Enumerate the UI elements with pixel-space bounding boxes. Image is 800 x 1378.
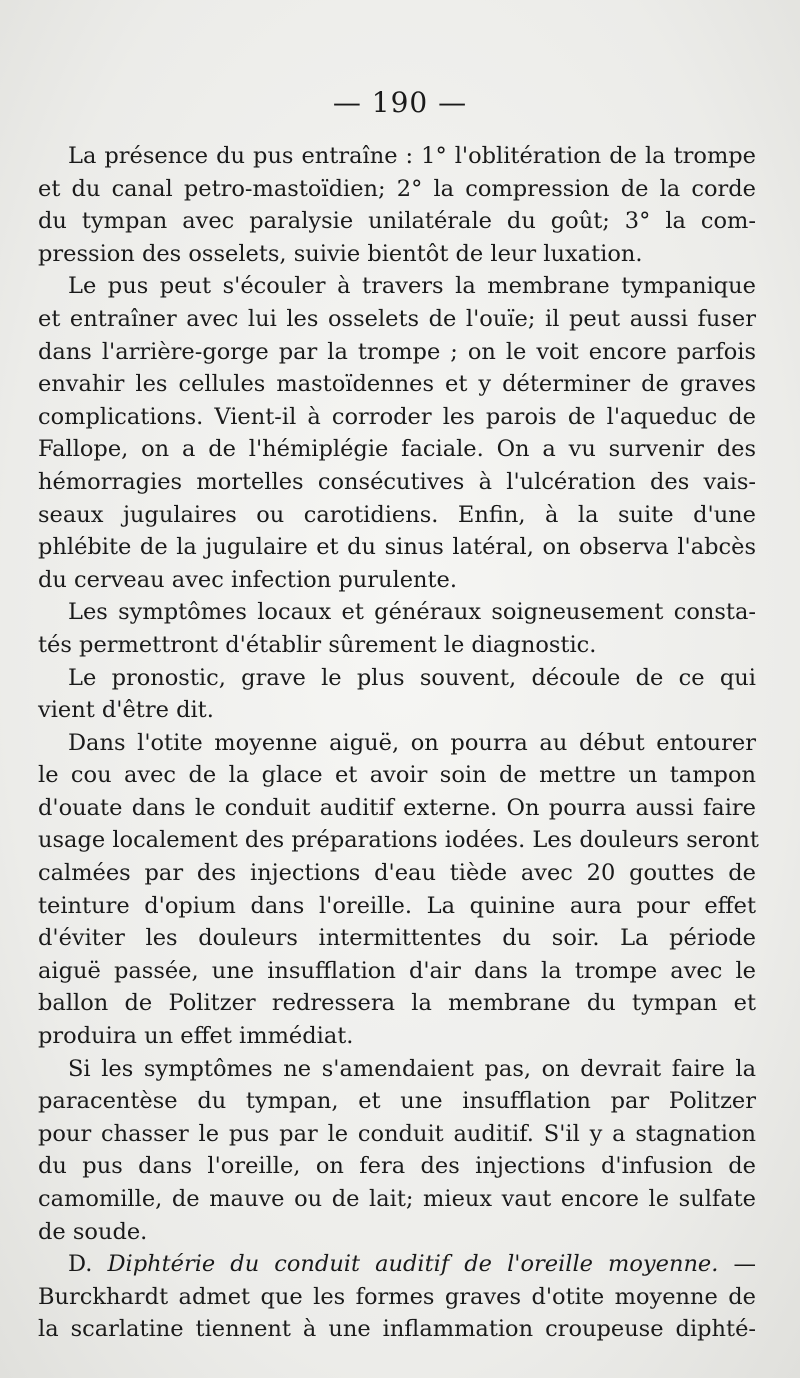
- section-prefix: D.: [68, 1251, 108, 1278]
- text-line: Le pronostic, grave le plus souvent, découle de ce qui: [68, 664, 756, 691]
- text-line: d'éviter les douleurs intermittentes du soir. La période: [38, 925, 756, 952]
- text-line: camomille, de mauve ou de lait; mieux vaut encore le sulfate: [38, 1186, 756, 1212]
- text-line: vient d'être dit.: [38, 697, 214, 724]
- text-line: et du canal petro-mastoïdien; 2° la compression de la corde: [38, 175, 756, 202]
- text-line: calmées par des injections d'eau tiède avec 20 gouttes de: [38, 860, 756, 887]
- text-line: ballon de Politzer redressera la membrane du tympan et: [38, 990, 756, 1017]
- text-line: aiguë passée, une insufflation d'air dans la trompe avec le: [38, 957, 756, 984]
- text-line: Burckhardt admet que les formes graves d'otite moyenne de: [38, 1283, 756, 1310]
- text-line: pression des osselets, suivie bientôt de leur luxation.: [38, 240, 643, 267]
- text-line: envahir les cellules mastoïdennes et y déterminer de graves: [38, 371, 756, 398]
- text-line: du cerveau avec infection purulente.: [38, 566, 458, 593]
- section-suffix: —: [718, 1251, 756, 1278]
- text-line: Le pus peut s'écouler à travers la membrane tympanique: [68, 273, 756, 300]
- body-text: [38, 140, 759, 1346]
- text-line: du pus dans l'oreille, on fera des injections d'infusion de: [38, 1153, 756, 1180]
- text-line: La présence du pus entraîne : 1° l'oblitération de la trompe: [68, 143, 756, 169]
- text-line: dans l'arrière-gorge par la trompe ; on le voit encore parfois: [38, 338, 756, 365]
- paragraph-lines: [38, 140, 759, 1248]
- text-line: paracentèse du tympan, et une insufflation par Politzer: [38, 1088, 756, 1115]
- text-line: pour chasser le pus par le conduit auditif. S'il y a stagnation: [38, 1120, 756, 1147]
- text-line: hémorragies mortelles consécutives à l'ulcération des vais-: [38, 468, 756, 495]
- text-line: et entraîner avec lui les osselets de l'ouïe; il peut aussi fuser: [38, 305, 756, 332]
- text-line: de soude.: [38, 1218, 148, 1245]
- text-line: produira un effet immédiat.: [38, 1023, 354, 1050]
- page-number: — 190 —: [332, 86, 468, 119]
- text-line: seaux jugulaires ou carotidiens. Enfin, à la suite d'une: [38, 501, 756, 528]
- text-line: d'ouate dans le conduit auditif externe. On pourra aussi faire: [38, 794, 756, 821]
- section-heading-line: [38, 1248, 756, 1281]
- text-line: Dans l'otite moyenne aiguë, on pourra au début entourer: [68, 729, 756, 756]
- text-line: Les symptômes locaux et généraux soigneusement consta-: [68, 599, 756, 626]
- text-line: du tympan avec paralysie unilatérale du goût; 3° la com-: [38, 208, 756, 235]
- text-line: Si les symptômes ne s'amendaient pas, on devrait faire la: [68, 1055, 756, 1082]
- text-line: teinture d'opium dans l'oreille. La quinine aura pour effet: [38, 892, 756, 919]
- text-line: complications. Vient-il à corroder les parois de l'aqueduc de: [38, 403, 756, 430]
- text-line: usage localement des préparations iodées. Les douleurs seront: [38, 827, 759, 854]
- text-line: tés permettront d'établir sûrement le diagnostic.: [38, 631, 597, 658]
- section-title: Diphtérie du conduit auditif de l'oreille moyenne.: [107, 1251, 719, 1278]
- text-line: la scarlatine tiennent à une inflammation croupeuse diphté-: [38, 1316, 756, 1343]
- text-line: Fallope, on a de l'hémiplégie faciale. On a vu survenir des: [38, 436, 756, 463]
- text-line: phlébite de la jugulaire et du sinus latéral, on observa l'abcès: [38, 534, 756, 561]
- text-line: le cou avec de la glace et avoir soin de mettre un tampon: [38, 762, 756, 789]
- closing-lines: [38, 1281, 756, 1346]
